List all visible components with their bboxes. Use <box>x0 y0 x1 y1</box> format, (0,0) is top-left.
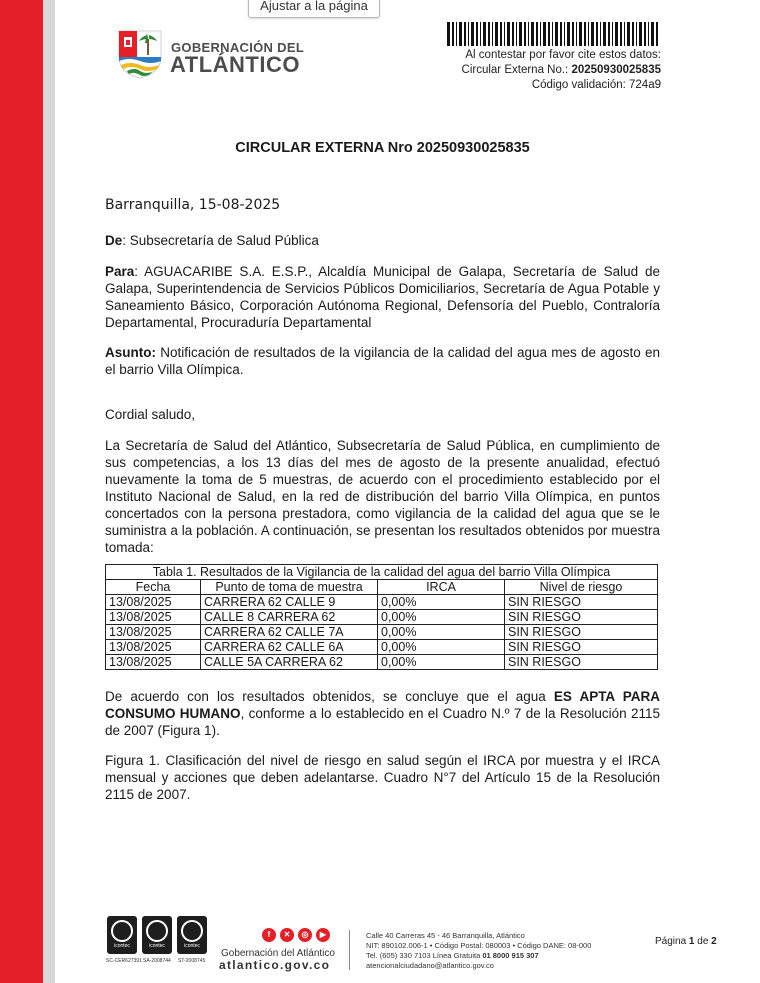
footer-gobernacion-name: Gobernación del Atlántico <box>221 948 335 959</box>
icontec-cert-badge <box>142 916 172 954</box>
de-label: De <box>105 233 123 248</box>
facebook-icon[interactable]: f <box>262 928 276 942</box>
cell-nivel: SIN RIESGO <box>505 610 658 625</box>
cell-punto: CALLE 8 CARRERA 62 <box>201 610 378 625</box>
asunto-paragraph <box>105 344 660 378</box>
barcode-bar <box>600 22 601 46</box>
barcode-bar <box>456 22 457 46</box>
barcode-bar <box>644 22 646 46</box>
barcode-bar <box>555 22 558 46</box>
cell-fecha: 13/08/2025 <box>106 610 201 625</box>
de-value: : Subsecretaría de Salud Pública <box>122 233 319 248</box>
circular-number-label: Circular Externa No.: <box>461 64 569 76</box>
cell-punto: CARRERA 62 CALLE 6A <box>201 640 378 655</box>
table-caption: Tabla 1. Resultados de la Vigilancia de la calidad del agua del barrio Villa Olímpica <box>106 565 658 580</box>
barcode-bar <box>584 22 586 46</box>
body-paragraph: La Secretaría de Salud del Atlántico, Subsecretaría de Salud Pública, en cumplimiento de sus competencias, a los 13 días del mes de agosto de la presente anualidad, efectuó nuevamente la toma de 5 muestras, de acuerdo con el procedimiento establecido por el Instituto Nacional de Salud, en la red de distribución del barrio Villa Olímpica, en puntos concertados con la persona prestadora, como vigilancia de la calidad del agua que se le suministra a la población. A continuación, se presentan los resultados obtenidos por muestra tomada: <box>105 438 660 555</box>
cert-brand-label: icontec <box>114 943 130 949</box>
validation-code-line <box>532 79 661 91</box>
document-date: Barranquilla, 15-08-2025 <box>105 197 281 213</box>
conclusion-text-start: De acuerdo con los resultados obtenidos, se concluye que el agua <box>105 689 554 704</box>
table-row <box>106 655 658 670</box>
barcode-bar <box>591 22 594 46</box>
table-row <box>106 595 658 610</box>
cell-irca: 0,00% <box>378 625 505 640</box>
icontec-seal-icon <box>181 920 203 942</box>
page-current: 1 <box>688 936 695 947</box>
cell-fecha: 13/08/2025 <box>106 595 201 610</box>
barcode-bar <box>548 22 550 46</box>
x-twitter-icon[interactable]: ✕ <box>280 928 294 942</box>
cert-code: SA-2008744 <box>143 958 171 964</box>
barcode-icon <box>447 22 661 46</box>
barcode-bar <box>603 22 606 46</box>
barcode-bar <box>596 22 598 46</box>
barcode-bar <box>476 22 478 46</box>
barcode-bar <box>579 22 582 46</box>
page-of: de <box>697 936 709 947</box>
icontec-seal-icon <box>146 920 168 942</box>
cite-notice: Al contestar por favor cite estos datos: <box>465 49 661 61</box>
cell-nivel: SIN RIESGO <box>505 625 658 640</box>
cert-brand-label: icontec <box>184 943 200 949</box>
circular-number-value: 20250930025835 <box>571 64 661 76</box>
cell-nivel: SIN RIESGO <box>505 640 658 655</box>
barcode-bar <box>572 22 574 46</box>
barcode-bar <box>639 22 642 46</box>
barcode-bar <box>516 22 517 46</box>
barcode-bar <box>651 22 654 46</box>
cell-nivel: SIN RIESGO <box>505 655 658 670</box>
barcode-bar <box>552 22 553 46</box>
cell-punto: CARRERA 62 CALLE 7A <box>201 625 378 640</box>
cell-irca: 0,00% <box>378 610 505 625</box>
conclusion-verdict: ES APTA PARA CONSUMO HUMANO <box>105 689 660 721</box>
results-table <box>105 564 658 670</box>
footer-nit: NIT: 890102.006-1 • Código Postal: 080003 • Código DANE: 08-000 <box>366 941 592 950</box>
gobernacion-shield-logo-icon <box>117 27 163 79</box>
para-label: Para <box>105 264 135 279</box>
figure-caption: Figura 1. Clasificación del nivel de riesgo en salud según el IRCA por muestra y el IRCA mensual y acciones que deben adelantarse. Cuadro N°7 del Artículo 15 de la Resolución 2115 de 2007. <box>105 753 660 802</box>
conclusion-text-end: , conforme a lo establecido en el Cuadro N.º 7 de la Resolución 2115 de 2007 (Figura 1). <box>105 706 660 738</box>
barcode-bar <box>495 22 498 46</box>
barcode-bar <box>519 22 522 46</box>
youtube-icon[interactable]: ▶ <box>316 928 330 942</box>
icontec-seal-icon <box>111 920 133 942</box>
asunto-label: Asunto: <box>105 345 156 360</box>
barcode-bar <box>524 22 526 46</box>
barcode-bar <box>504 22 505 46</box>
cell-irca: 0,00% <box>378 595 505 610</box>
validation-code-label: Código validación: <box>531 79 626 91</box>
instagram-icon[interactable]: ◎ <box>298 928 312 942</box>
barcode-bar <box>483 22 486 46</box>
barcode-bar <box>500 22 502 46</box>
barcode-bar <box>540 22 541 46</box>
barcode-bar <box>492 22 493 46</box>
document-title: CIRCULAR EXTERNA Nro 20250930025835 <box>235 140 530 156</box>
barcode-bar <box>471 22 474 46</box>
de-line <box>105 232 660 249</box>
barcode-bar <box>612 22 613 46</box>
barcode-bar <box>624 22 625 46</box>
icontec-cert-badge <box>107 916 137 954</box>
logo-text-atlantico: ATLÁNTICO <box>170 52 300 77</box>
side-red-bar <box>0 0 43 983</box>
footer-phone <box>366 951 539 960</box>
barcode-bar <box>480 22 481 46</box>
cell-fecha: 13/08/2025 <box>106 655 201 670</box>
side-grey-bar <box>43 0 55 983</box>
footer-website-link[interactable]: atlantico.gov.co <box>219 958 331 972</box>
barcode-bar <box>627 22 630 46</box>
icontec-cert-badge <box>177 916 207 954</box>
cell-punto: CALLE 5A CARRERA 62 <box>201 655 378 670</box>
barcode-bar <box>447 22 450 46</box>
para-paragraph <box>105 263 660 331</box>
page-total: 2 <box>711 936 717 947</box>
barcode-bar <box>636 22 637 46</box>
barcode-bar <box>512 22 514 46</box>
cert-code: SC-CER627391 <box>106 958 142 964</box>
validation-code-value: 724a9 <box>629 79 661 91</box>
logo-text-gobernacion: GOBERNACIÓN DEL <box>171 40 305 55</box>
barcode-bar <box>543 22 546 46</box>
fit-to-page-button[interactable]: Ajustar a la página <box>248 0 380 18</box>
barcode-bar <box>528 22 529 46</box>
barcode-bar <box>608 22 610 46</box>
cell-nivel: SIN RIESGO <box>505 595 658 610</box>
barcode-bar <box>459 22 462 46</box>
page-label: Página <box>655 936 687 947</box>
table-header-fecha: Fecha <box>106 580 201 595</box>
barcode-bar <box>464 22 466 46</box>
para-value: : AGUACARIBE S.A. E.S.P., Alcaldía Municipal de Galapa, Secretaría de Salud de Galapa, Superintendencia de Servicios Públicos Domiciliarios, Secretaría de Agua Potable y Saneamiento Básico, Corporación Autónoma Regional, Defensoría del Pueblo, Contraloría Departamental, Procuraduría Departamental <box>105 264 660 330</box>
barcode-bar <box>560 22 562 46</box>
footer-divider <box>349 930 350 970</box>
barcode-bar <box>531 22 534 46</box>
barcode-bar <box>468 22 469 46</box>
asunto-value: Notificación de resultados de la vigilancia de la calidad del agua mes de agosto en el barrio Villa Olímpica. <box>105 345 660 377</box>
circular-number-line <box>462 64 661 76</box>
footer-toll-free: 01 8000 915 307 <box>482 951 539 960</box>
footer-email-link[interactable]: atencionalciudadano@atlantico.gov.co <box>366 961 494 970</box>
barcode-bar <box>620 22 622 46</box>
barcode-bar <box>576 22 577 46</box>
table-header-punto: Punto de toma de muestra <box>201 580 378 595</box>
page-number <box>655 936 717 947</box>
cert-brand-label: icontec <box>149 943 165 949</box>
conclusion-paragraph <box>105 688 660 739</box>
cell-irca: 0,00% <box>378 640 505 655</box>
table-header-irca: IRCA <box>378 580 505 595</box>
barcode-bar <box>507 22 510 46</box>
barcode-bar <box>567 22 570 46</box>
cell-fecha: 13/08/2025 <box>106 640 201 655</box>
table-header-nivel: Nivel de riesgo <box>505 580 658 595</box>
cert-code: ST-2008745 <box>178 958 206 964</box>
barcode-bar <box>488 22 490 46</box>
barcode-bar <box>564 22 565 46</box>
cell-irca: 0,00% <box>378 655 505 670</box>
barcode-bar <box>588 22 589 46</box>
greeting: Cordial saludo, <box>105 407 196 422</box>
barcode-bar <box>632 22 634 46</box>
cell-punto: CARRERA 62 CALLE 9 <box>201 595 378 610</box>
table-row <box>106 640 658 655</box>
footer-phone-text: Tel. (605) 330 7103 Línea Gratuita <box>366 951 483 960</box>
table-row <box>106 610 658 625</box>
barcode-bar <box>536 22 538 46</box>
barcode-bar <box>656 22 658 46</box>
table-row <box>106 625 658 640</box>
barcode-bar <box>615 22 618 46</box>
cell-fecha: 13/08/2025 <box>106 625 201 640</box>
barcode-bar <box>648 22 649 46</box>
footer-address: Calle 40 Carreras 45 - 46 Barranquilla, Atlántico <box>366 931 525 940</box>
barcode-bar <box>452 22 454 46</box>
